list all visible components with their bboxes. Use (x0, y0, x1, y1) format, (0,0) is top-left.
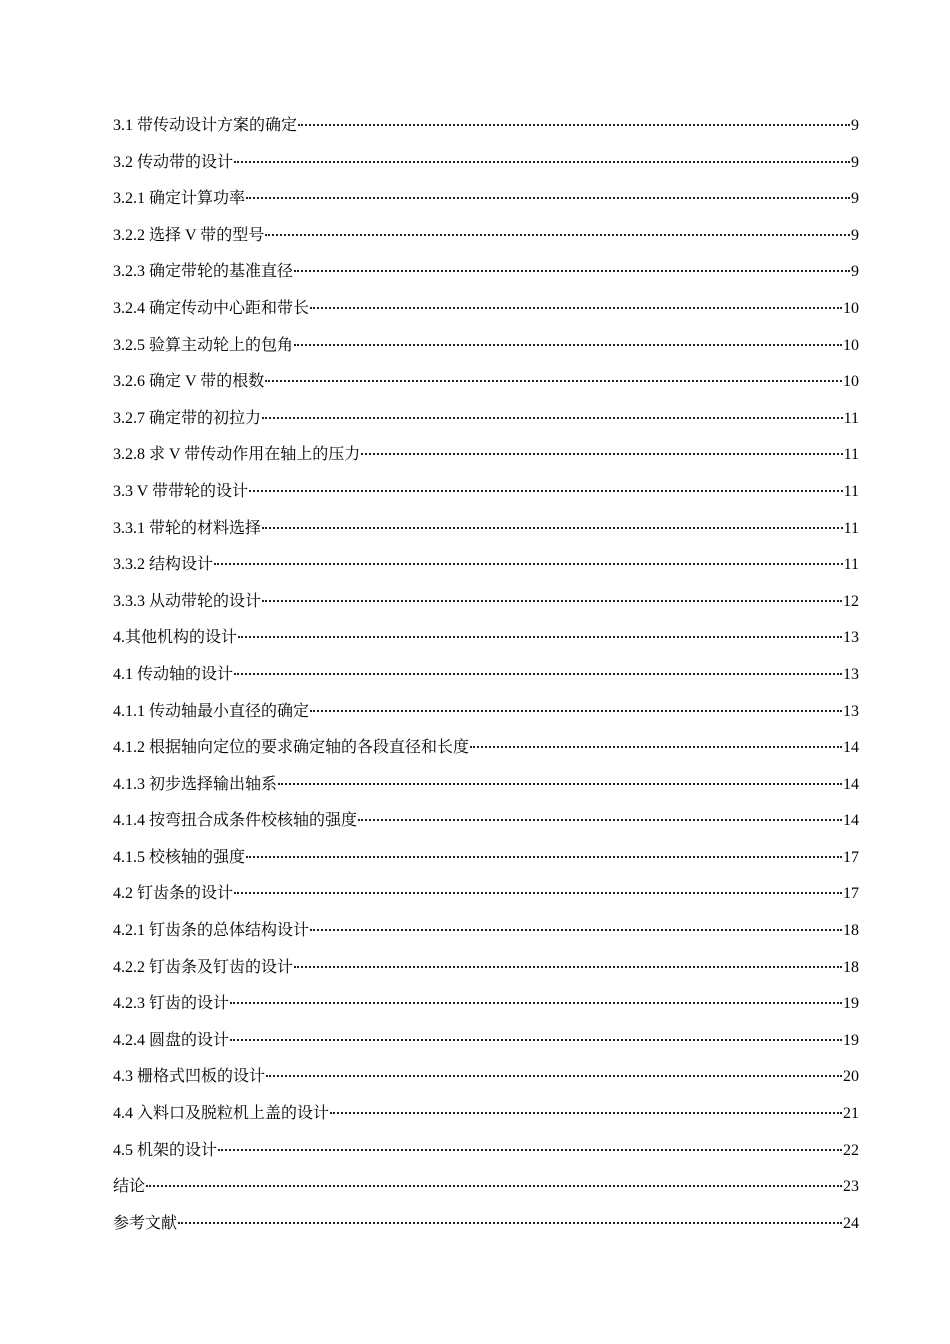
toc-entry[interactable] (113, 511, 859, 548)
toc-entry-title: 3.3 V 带带轮的设计 (113, 482, 248, 500)
toc-entry-title: 3.3.1 带轮的材料选择 (113, 519, 262, 537)
toc-entry-page: 11 (843, 446, 859, 464)
toc-leader-dots (262, 600, 842, 602)
toc-entry-title: 3.2.1 确定计算功率 (113, 190, 246, 208)
toc-entry-page: 11 (843, 409, 859, 427)
toc-entry-title: 4.1.5 校核轴的强度 (113, 848, 246, 866)
toc-entry-title: 4.1.1 传动轴最小直径的确定 (113, 702, 310, 720)
toc-entry[interactable] (113, 145, 859, 182)
toc-entry-page: 9 (851, 117, 859, 134)
toc-entry-page: 9 (851, 226, 859, 244)
toc-leader-dots (178, 1222, 842, 1224)
toc-entry-title: 3.3.2 结构设计 (113, 556, 214, 574)
toc-entry-page: 17 (843, 848, 859, 866)
toc-entry[interactable] (113, 584, 859, 621)
toc-leader-dots (361, 453, 842, 455)
toc-entry[interactable] (113, 254, 859, 291)
toc-entry-page: 22 (843, 1141, 859, 1159)
toc-entry-page: 9 (851, 263, 859, 281)
toc-leader-dots (310, 929, 842, 931)
toc-leader-dots (246, 856, 842, 858)
toc-leader-dots (330, 1112, 842, 1114)
toc-leader-dots (294, 270, 850, 272)
toc-entry-title: 4.3 栅格式凹板的设计 (113, 1068, 266, 1086)
toc-entry-page: 11 (843, 482, 859, 500)
toc-entry[interactable] (113, 876, 859, 913)
toc-leader-dots (266, 1075, 842, 1077)
toc-entry-title: 4.5 机架的设计 (113, 1141, 218, 1159)
toc-entry[interactable] (113, 1206, 859, 1243)
toc-entry-page: 19 (843, 995, 859, 1013)
toc-entry[interactable] (113, 474, 859, 511)
toc-leader-dots (230, 1002, 842, 1004)
toc-entry[interactable] (113, 767, 859, 804)
toc-entry-title: 3.2.7 确定带的初拉力 (113, 409, 262, 427)
toc-entry-title: 4.1.3 初步选择输出轴系 (113, 775, 278, 793)
toc-leader-dots (230, 1039, 842, 1041)
toc-entry-page: 20 (843, 1068, 859, 1086)
toc-entry-page: 9 (851, 153, 859, 171)
toc-entry-title: 3.3.3 从动带轮的设计 (113, 592, 262, 610)
toc-entry-page: 11 (843, 556, 859, 574)
toc-entry-page: 14 (843, 812, 859, 830)
toc-entry[interactable] (113, 950, 859, 987)
toc-entry-title: 4.1.4 按弯扭合成条件校核轴的强度 (113, 812, 358, 830)
toc-leader-dots (294, 344, 842, 346)
toc-leader-dots (246, 197, 850, 199)
toc-entry-title: 3.2.6 确定 V 带的根数 (113, 373, 265, 391)
toc-entry[interactable] (113, 657, 859, 694)
toc-leader-dots (470, 746, 842, 748)
toc-entry-title: 3.2.8 求 V 带传动作用在轴上的压力 (113, 446, 361, 464)
toc-entry-title: 3.1 带传动设计方案的确定 (113, 117, 298, 134)
toc-leader-dots (298, 124, 850, 126)
toc-entry[interactable] (113, 1059, 859, 1096)
toc-entry-title: 4.2.1 钉齿条的总体结构设计 (113, 922, 310, 940)
toc-leader-dots (358, 819, 842, 821)
toc-entry-page: 13 (843, 665, 859, 683)
toc-entry-title: 结论 (113, 1178, 146, 1196)
toc-leader-dots (234, 673, 842, 675)
toc-entry[interactable] (113, 1096, 859, 1133)
toc-leader-dots (265, 234, 850, 236)
toc-leader-dots (238, 636, 842, 638)
toc-entry-page: 10 (843, 299, 859, 317)
toc-entry-page: 18 (843, 958, 859, 976)
toc-entry-title: 4.2.2 钉齿条及钉齿的设计 (113, 958, 294, 976)
toc-entry[interactable] (113, 694, 859, 731)
toc-entry-title: 4.2.4 圆盘的设计 (113, 1031, 230, 1049)
toc-leader-dots (310, 307, 842, 309)
toc-entry-title: 3.2.4 确定传动中心距和带长 (113, 299, 310, 317)
toc-entry-title: 4.2 钉齿条的设计 (113, 885, 234, 903)
toc-leader-dots (278, 783, 842, 785)
toc-entry[interactable] (113, 1169, 859, 1206)
toc-entry-page: 11 (843, 519, 859, 537)
toc-entry[interactable] (113, 730, 859, 767)
toc-leader-dots (234, 892, 842, 894)
toc-entry[interactable] (113, 291, 859, 328)
toc-entry-title: 4.2.3 钉齿的设计 (113, 995, 230, 1013)
toc-leader-dots (262, 417, 843, 419)
toc-entry[interactable] (113, 547, 859, 584)
toc-entry-page: 17 (843, 885, 859, 903)
toc-entry-page: 14 (843, 775, 859, 793)
toc-entry-page: 24 (843, 1214, 859, 1232)
toc-entry[interactable] (113, 913, 859, 950)
toc-entry[interactable] (113, 1023, 859, 1060)
toc-leader-dots (310, 710, 842, 712)
toc-entry-page: 21 (843, 1105, 859, 1123)
toc-entry[interactable] (113, 218, 859, 255)
toc-entry-page: 19 (843, 1031, 859, 1049)
toc-entry-title: 3.2.3 确定带轮的基准直径 (113, 263, 294, 281)
toc-leader-dots (218, 1149, 842, 1151)
toc-entry[interactable] (113, 108, 859, 145)
toc-entry-title: 3.2.2 选择 V 带的型号 (113, 226, 265, 244)
toc-leader-dots (146, 1185, 842, 1187)
toc-leader-dots (262, 527, 843, 529)
toc-leader-dots (249, 490, 843, 492)
toc-entry[interactable] (113, 803, 859, 840)
toc-entry-page: 10 (843, 336, 859, 354)
toc-entry[interactable] (113, 437, 859, 474)
toc-entry-title: 4.其他机构的设计 (113, 629, 238, 647)
toc-entry-title: 3.2.5 验算主动轮上的包角 (113, 336, 294, 354)
toc-entry-page: 12 (843, 592, 859, 610)
toc-leader-dots (265, 380, 842, 382)
toc-entry[interactable] (113, 986, 859, 1023)
toc-entry-title: 3.2 传动带的设计 (113, 153, 234, 171)
toc-entry-title: 4.1.2 根据轴向定位的要求确定轴的各段直径和长度 (113, 739, 470, 757)
toc-entry-title: 4.1 传动轴的设计 (113, 665, 234, 683)
toc-leader-dots (234, 161, 850, 163)
toc-entry[interactable] (113, 620, 859, 657)
toc-entry-page: 14 (843, 739, 859, 757)
toc-entry[interactable] (113, 401, 859, 438)
toc-leader-dots (294, 966, 842, 968)
toc-entry[interactable] (113, 181, 859, 218)
toc-entry-title: 4.4 入料口及脱粒机上盖的设计 (113, 1105, 330, 1123)
toc-entry-page: 23 (843, 1178, 859, 1196)
toc-leader-dots (214, 563, 843, 565)
table-of-contents (113, 108, 859, 1242)
toc-entry-page: 9 (851, 190, 859, 208)
toc-entry[interactable] (113, 328, 859, 365)
toc-entry-title: 参考文献 (113, 1214, 178, 1232)
toc-entry-page: 13 (843, 629, 859, 647)
toc-entry-page: 10 (843, 373, 859, 391)
toc-entry-page: 18 (843, 922, 859, 940)
toc-entry[interactable] (113, 1133, 859, 1170)
toc-entry[interactable] (113, 364, 859, 401)
toc-entry-page: 13 (843, 702, 859, 720)
toc-entry[interactable] (113, 840, 859, 877)
